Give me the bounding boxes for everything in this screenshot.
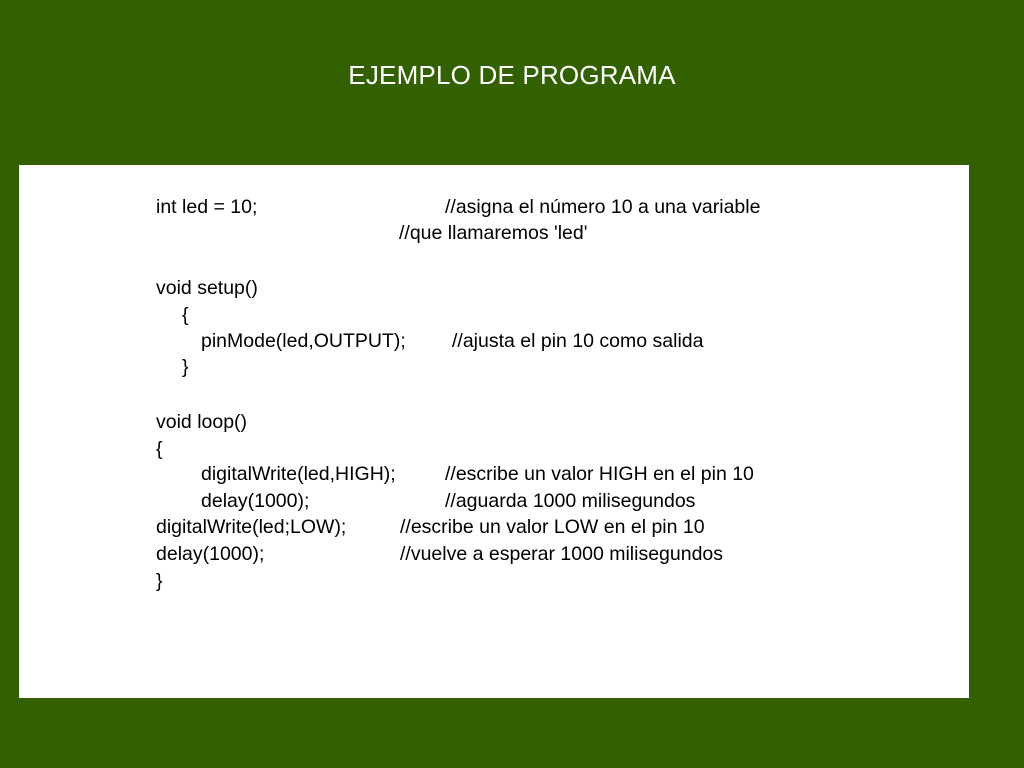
decl-comment-continuation: //que llamaremos 'led' bbox=[399, 222, 588, 244]
setup-pinmode-statement: pinMode(led,OUTPUT); bbox=[201, 330, 406, 352]
loop-write-low-statement: digitalWrite(led;LOW); bbox=[156, 516, 347, 538]
setup-close-brace: } bbox=[182, 356, 189, 378]
setup-pinmode-comment: //ajusta el pin 10 como salida bbox=[452, 330, 704, 352]
loop-delay2-statement: delay(1000); bbox=[156, 543, 265, 565]
loop-close-brace: } bbox=[156, 570, 163, 592]
loop-delay1-comment: //aguarda 1000 milisegundos bbox=[445, 490, 696, 512]
decl-comment: //asigna el número 10 a una variable bbox=[445, 196, 761, 218]
setup-signature: void setup() bbox=[156, 277, 258, 299]
decl-statement: int led = 10; bbox=[156, 196, 258, 218]
loop-write-high-statement: digitalWrite(led,HIGH); bbox=[201, 463, 396, 485]
code-panel bbox=[19, 165, 969, 698]
loop-delay2-comment: //vuelve a esperar 1000 milisegundos bbox=[400, 543, 724, 565]
loop-open-brace: { bbox=[156, 438, 163, 460]
slide-title: EJEMPLO DE PROGRAMA bbox=[348, 60, 676, 90]
setup-open-brace: { bbox=[182, 304, 189, 326]
loop-delay1-statement: delay(1000); bbox=[201, 490, 310, 512]
loop-write-high-comment: //escribe un valor HIGH en el pin 10 bbox=[445, 463, 754, 485]
loop-signature: void loop() bbox=[156, 411, 248, 433]
loop-write-low-comment: //escribe un valor LOW en el pin 10 bbox=[400, 516, 705, 538]
